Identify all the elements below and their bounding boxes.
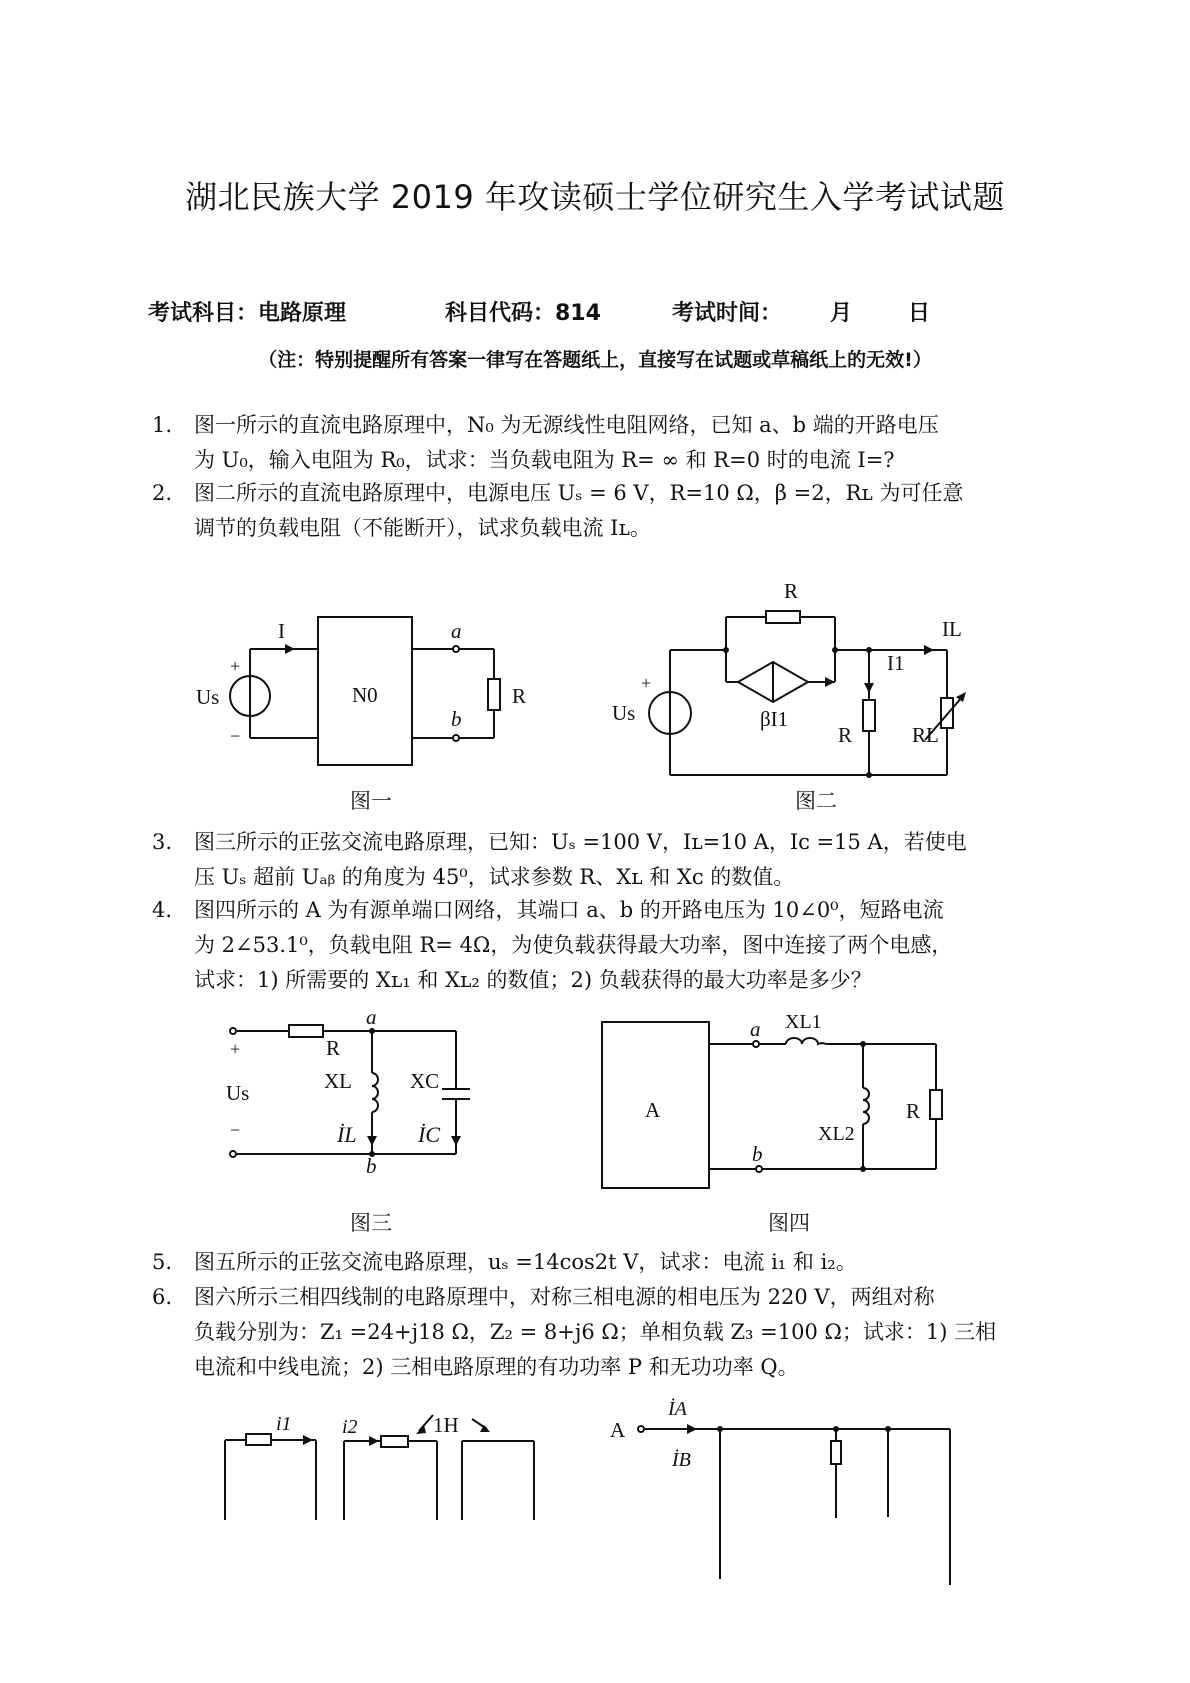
- question-line: 电流和中线电流；2) 三相电路原理的有功功率 P 和无功功率 Q。: [194, 1355, 799, 1379]
- fig2-label-rl: RL: [912, 723, 939, 747]
- resistor-icon: [381, 1436, 408, 1447]
- fig4-label-xl2: XL2: [818, 1123, 855, 1145]
- question-number: 4.: [152, 898, 173, 922]
- fig1-caption: 图一: [350, 789, 392, 813]
- question-line: 图三所示的正弦交流电路原理，已知：Uₛ =100 V，Iʟ=10 A，Iᴄ =15 A，若使电: [194, 830, 967, 854]
- question-line: 图二所示的直流电路原理中，电源电压 Uₛ = 6 V，R=10 Ω，β =2，Rʟ 为可任意: [194, 481, 964, 505]
- subject-code: 科目代码：814: [445, 301, 601, 326]
- resistor-icon: [246, 1434, 271, 1445]
- terminal-b: [453, 735, 459, 741]
- resistor-icon: [289, 1025, 323, 1037]
- question-number: 5.: [152, 1250, 173, 1274]
- fig3-label-ic: İC: [418, 1122, 440, 1147]
- current-arrow-icon: [303, 1435, 313, 1445]
- fig2-label-r-top: R: [784, 579, 799, 603]
- resistor-icon: [863, 700, 875, 731]
- fig2-label-us: Us: [612, 701, 636, 725]
- current-arrow-icon: [369, 1436, 379, 1446]
- fig3-label-plus: +: [230, 1039, 241, 1059]
- question-number: 2.: [152, 481, 173, 505]
- terminal-a: [453, 646, 459, 652]
- fig2-label-i1: I1: [887, 651, 905, 675]
- current-arrow-icon: [825, 677, 835, 687]
- question-number: 6.: [152, 1285, 173, 1309]
- exam-month: 月: [830, 301, 853, 326]
- fig4-label-a: a: [750, 1017, 761, 1041]
- fig3-label-xl: XL: [324, 1069, 352, 1093]
- question-line: 图六所示三相四线制的电路原理中，对称三相电源的相电压为 220 V，两组对称: [194, 1285, 935, 1309]
- fig6-label-a: A: [610, 1418, 626, 1442]
- question-line: 为 2∠53.1⁰，负载电阻 R= 4Ω，为使负载获得最大功率，图中连接了两个电感，: [194, 933, 953, 957]
- current-arrow-icon: [687, 1424, 697, 1434]
- resistor-icon: [488, 679, 500, 710]
- fig1-label-minus: −: [230, 726, 241, 746]
- fig1-label-b: b: [451, 707, 462, 731]
- fig3-label-xc: XC: [410, 1069, 440, 1093]
- current-arrow-icon: [924, 645, 934, 655]
- current-arrow-icon: [451, 1136, 461, 1146]
- exam-title: 湖北民族大学 2019 年攻读硕士学位研究生入学考试试题: [185, 178, 1005, 216]
- exam-day: 日: [908, 301, 931, 326]
- question-line: 为 U₀，输入电阻为 R₀，试求：当负载电阻为 R= ∞ 和 R=0 时的电流 I=?: [194, 448, 895, 472]
- fig3-label-b: b: [366, 1154, 377, 1178]
- exam-subject: 考试科目：电路原理: [148, 301, 347, 326]
- fig3-label-minus: −: [230, 1120, 241, 1140]
- question-line: 图四所示的 A 为有源单端口网络，其端口 a、b 的开路电压为 10∠0⁰，短路电流: [194, 898, 944, 922]
- fig6-label-ib: İB: [672, 1449, 691, 1471]
- fig1-label-r: R: [512, 684, 527, 708]
- fig4-label-box: A: [645, 1098, 661, 1122]
- fig5-label-1h: 1H: [433, 1413, 459, 1437]
- question-line: 图五所示的正弦交流电路原理，uₛ =14cos2t V，试求：电流 i₁ 和 i₂。: [194, 1250, 857, 1274]
- fig3-label-a: a: [366, 1005, 377, 1029]
- question-line: 试求：1) 所需要的 Xʟ₁ 和 Xʟ₂ 的数值；2) 负载获得的最大功率是多少？: [194, 968, 872, 992]
- question-number: 1.: [152, 413, 173, 437]
- current-arrow-icon: [367, 1136, 377, 1146]
- fig3-caption: 图三: [350, 1211, 392, 1235]
- inductor-icon: [863, 1088, 869, 1124]
- resistor-icon: [766, 611, 800, 623]
- question-line: 负载分别为：Z₁ =24+j18 Ω，Z₂ = 8+j6 Ω；单相负载 Z₃ =100 Ω；试求：1) 三相: [194, 1320, 997, 1344]
- fig6-label-ia: İA: [668, 1398, 687, 1420]
- current-arrow-icon: [285, 644, 295, 654]
- fig1-label-us: Us: [196, 685, 220, 709]
- fig4-label-xl1: XL1: [785, 1011, 822, 1033]
- fig1-label-box: N0: [352, 683, 378, 707]
- fig4-label-b: b: [752, 1142, 763, 1166]
- inductor-icon: [786, 1038, 826, 1044]
- fig4-label-r: R: [906, 1099, 921, 1123]
- fig5-label-i2: i2: [342, 1416, 358, 1438]
- fig2-label-il: IL: [942, 617, 962, 641]
- question-line: 调节的负载电阻（不能断开），试求负载电流 Iʟ。: [194, 516, 651, 540]
- question-line: 压 Uₛ 超前 Uₐᵦ 的角度为 45⁰，试求参数 R、Xʟ 和 Xᴄ 的数值。: [194, 865, 795, 889]
- inductor-icon: [372, 1073, 378, 1112]
- fig5-label-i1: i1: [276, 1413, 292, 1435]
- fig1-label-plus: +: [230, 656, 241, 676]
- fig2-caption: 图二: [795, 789, 837, 813]
- exam-time-label: 考试时间：: [672, 301, 783, 326]
- fig4-caption: 图四: [768, 1211, 810, 1235]
- exam-note: （注：特别提醒所有答案一律写在答题纸上，直接写在试题或草稿纸上的无效!）: [258, 349, 932, 371]
- resistor-icon: [831, 1441, 841, 1464]
- question-number: 3.: [152, 830, 173, 854]
- fig1-label-a: a: [451, 619, 462, 643]
- question-line: 图一所示的直流电路原理中，N₀ 为无源线性电阻网络，已知 a、b 端的开路电压: [194, 413, 939, 437]
- current-arrow-icon: [864, 683, 874, 693]
- fig2-label-r-mid: R: [838, 723, 853, 747]
- fig2-label-plus: +: [641, 673, 652, 693]
- fig3-label-il: İL: [337, 1122, 357, 1147]
- fig2-label-beta: βI1: [760, 707, 789, 731]
- fig3-label-r: R: [326, 1036, 341, 1060]
- fig1-label-I: I: [278, 619, 285, 643]
- resistor-icon: [930, 1090, 942, 1119]
- fig3-label-us: Us: [226, 1081, 250, 1105]
